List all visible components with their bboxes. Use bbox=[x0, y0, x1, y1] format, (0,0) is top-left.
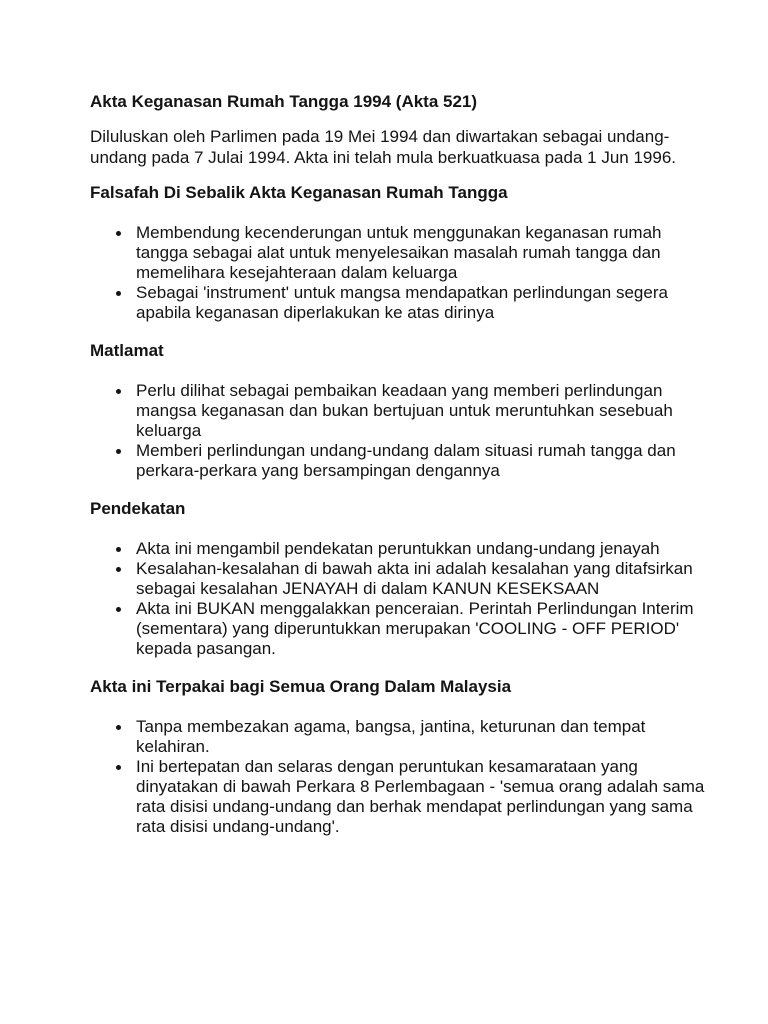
bullet-icon bbox=[116, 449, 121, 454]
list-item-text: Memberi perlindungan undang-undang dalam situasi rumah tangga dan perkara-perkara yang bersampingan dengannya bbox=[136, 441, 676, 480]
list-item-text: Akta ini BUKAN menggalakkan penceraian. Perintah Perlindungan Interim (sementara) yang diperuntukkan merupakan 'COOLING - OFF PERIOD' kepada pasangan. bbox=[136, 599, 694, 658]
bullet-icon bbox=[116, 567, 121, 572]
list-item-text: Ini bertepatan dan selaras dengan peruntukan kesamarataan yang dinyatakan di bawah Perkara 8 Perlembagaan - 'semua orang adalah sama rata disisi undang-undang dan berhak mendapat perlindungan yang sama rata disisi undang-undang'. bbox=[136, 757, 705, 836]
section-heading-matlamat: Matlamat bbox=[90, 341, 164, 360]
bullet-list-matlamat bbox=[90, 381, 710, 481]
bullet-icon bbox=[116, 231, 121, 236]
intro-paragraph: Diluluskan oleh Parlimen pada 19 Mei 1994 dan diwartakan sebagai undang-undang pada 7 Julai 1994. Akta ini telah mula berkuatkuasa pada 1 Jun 1996. bbox=[90, 127, 676, 167]
bullet-icon bbox=[116, 291, 121, 296]
bullet-icon bbox=[116, 765, 121, 770]
list-item bbox=[90, 539, 710, 559]
list-item-text: Sebagai 'instrument' untuk mangsa mendapatkan perlindungan segera apabila keganasan diperlakukan ke atas dirinya bbox=[136, 283, 668, 322]
section-heading-falsafah: Falsafah Di Sebalik Akta Keganasan Rumah Tangga bbox=[90, 183, 508, 202]
list-item bbox=[90, 283, 710, 323]
bullet-icon bbox=[116, 547, 121, 552]
list-item bbox=[90, 757, 710, 837]
bullet-icon bbox=[116, 607, 121, 612]
section-heading-terpakai: Akta ini Terpakai bagi Semua Orang Dalam Malaysia bbox=[90, 677, 512, 696]
list-item bbox=[90, 559, 710, 599]
list-item bbox=[90, 599, 710, 659]
bullet-list-falsafah bbox=[90, 223, 710, 323]
list-item-text: Kesalahan-kesalahan di bawah akta ini adalah kesalahan yang ditafsirkan sebagai kesalahan JENAYAH di dalam KANUN KESEKSAAN bbox=[136, 559, 693, 598]
list-item-text: Membendung kecenderungan untuk menggunakan keganasan rumah tangga sebagai alat untuk menyelesaikan masalah rumah tangga dan memelihara kesejahteraan dalam keluarga bbox=[136, 223, 662, 282]
document-content bbox=[90, 91, 710, 854]
document-title: Akta Keganasan Rumah Tangga 1994 (Akta 521) bbox=[90, 92, 478, 111]
bullet-icon bbox=[116, 389, 121, 394]
list-item bbox=[90, 223, 710, 283]
list-item bbox=[90, 381, 710, 441]
bullet-icon bbox=[116, 725, 121, 730]
bullet-list-pendekatan bbox=[90, 539, 710, 659]
bullet-list-terpakai bbox=[90, 717, 710, 837]
list-item-text: Akta ini mengambil pendekatan peruntukkan undang-undang jenayah bbox=[136, 539, 660, 558]
list-item bbox=[90, 717, 710, 757]
list-item-text: Tanpa membezakan agama, bangsa, jantina, keturunan dan tempat kelahiran. bbox=[136, 717, 646, 756]
list-item bbox=[90, 441, 710, 481]
section-heading-pendekatan: Pendekatan bbox=[90, 499, 186, 518]
list-item-text: Perlu dilihat sebagai pembaikan keadaan yang memberi perlindungan mangsa keganasan dan bukan bertujuan untuk meruntuhkan sesebuah keluarga bbox=[136, 381, 673, 440]
